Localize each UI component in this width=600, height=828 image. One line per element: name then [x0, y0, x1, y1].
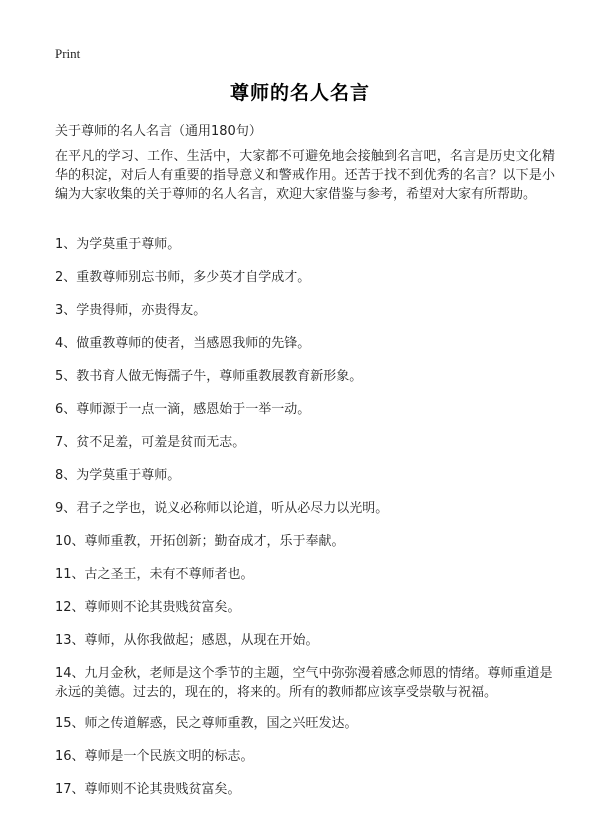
quote-item: 13、尊师，从你我做起；感恩，从现在开始。	[55, 633, 319, 648]
quote-item: 2、重教尊师别忘书师，多少英才自学成才。	[55, 270, 311, 285]
quote-item: 4、做重教尊师的使者，当感恩我师的先锋。	[55, 336, 311, 351]
quote-item: 1、为学莫重于尊师。	[55, 237, 181, 252]
intro-paragraph: 在平凡的学习、工作、生活中，大家都不可避免地会接触到名言吧，名言是历史文化精华的积淀，对后人有重要的指导意义和警戒作用。还苦于找不到优秀的名言？以下是小编为大家收集的关于尊师的名人名言，欢迎大家借鉴与参考，希望对大家有所帮助。	[55, 149, 555, 202]
quote-item: 10、尊师重教，开拓创新；勤奋成才，乐于奉献。	[55, 534, 345, 549]
quote-item: 11、古之圣王，未有不尊师者也。	[55, 567, 254, 582]
quote-item: 15、师之传道解惑，民之尊师重教，国之兴旺发达。	[55, 716, 358, 731]
quote-item: 16、尊师是一个民族文明的标志。	[55, 749, 254, 764]
quote-item: 12、尊师则不论其贵贱贫富矣。	[55, 600, 241, 615]
document-subtitle: 关于尊师的名人名言（通用180句）	[55, 124, 262, 139]
quote-item: 7、贫不足羞，可羞是贫而无志。	[55, 435, 246, 450]
quote-item: 6、尊师源于一点一滴，感恩始于一举一动。	[55, 402, 311, 417]
quote-item: 14、九月金秋，老师是这个季节的主题，空气中弥弥漫着感念师恩的情绪。尊师重道是永远的美德。过去的，现在的，将来的。所有的教师都应该享受崇敬与祝福。	[55, 666, 553, 700]
quote-list	[55, 235, 555, 813]
quote-item: 17、尊师则不论其贵贱贫富矣。	[55, 782, 241, 797]
print-label[interactable]: Print	[55, 46, 81, 61]
quote-item: 9、君子之学也，说义必称师以论道，听从必尽力以光明。	[55, 501, 389, 516]
quote-item: 8、为学莫重于尊师。	[55, 468, 181, 483]
quote-item: 5、教书育人做无悔孺子牛，尊师重教展教育新形象。	[55, 369, 363, 384]
document-title: 尊师的名人名言	[229, 82, 370, 104]
quote-item: 3、学贵得师，亦贵得友。	[55, 303, 207, 318]
